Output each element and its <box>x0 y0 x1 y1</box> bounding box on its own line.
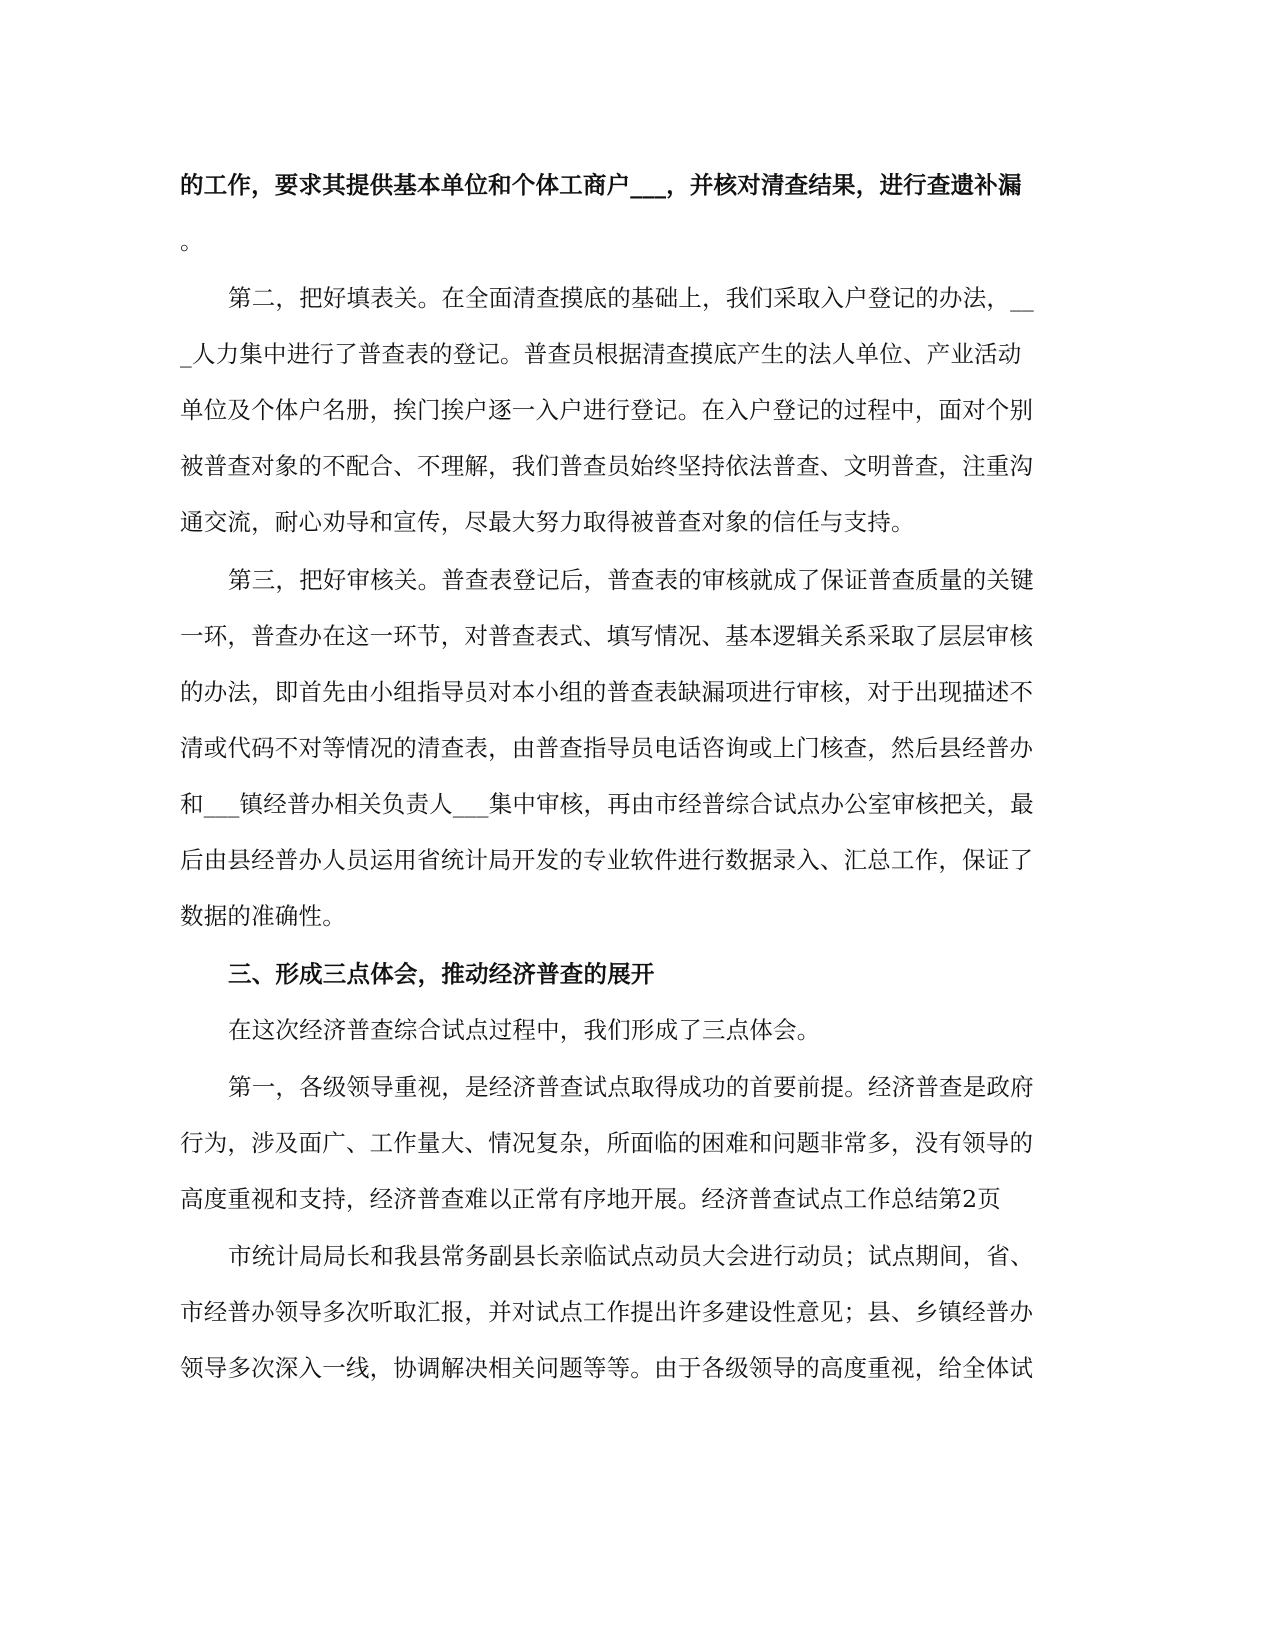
paragraph-line: 第三，把好审核关。普查表登记后，普查表的审核就成了保证普查质量的关键 <box>228 566 1034 594</box>
paragraph-line: 和___镇经普办相关负责人___集中审核，再由市经普综合试点办公室审核把关，最 <box>180 790 1034 818</box>
paragraph-line: 数据的准确性。 <box>180 902 346 930</box>
paragraph-line: 一环，普查办在这一环节，对普查表式、填写情况、基本逻辑关系采取了层层审核 <box>180 622 1034 650</box>
paragraph-line: 在这次经济普查综合试点过程中，我们形成了三点体会。 <box>228 1016 821 1044</box>
paragraph-line: 通交流，耐心劝导和宣传，尽最大努力取得被普查对象的信任与支持。 <box>180 508 915 536</box>
paragraph-line: 单位及个体户名册，挨门挨户逐一入户进行登记。在入户登记的过程中，面对个别 <box>180 396 1034 424</box>
paragraph-line: 第二，把好填表关。在全面清查摸底的基础上，我们采取入户登记的办法，__ <box>228 284 1034 312</box>
paragraph-line: 的办法，即首先由小组指导员对本小组的普查表缺漏项进行审核，对于出现描述不 <box>180 678 1034 706</box>
paragraph-line: 领导多次深入一线，协调解决相关问题等等。由于各级领导的高度重视，给全体试 <box>180 1354 1034 1382</box>
paragraph-line: 。 <box>180 227 204 255</box>
section-heading: 三、形成三点体会，推动经济普查的展开 <box>228 960 655 988</box>
paragraph-line: 后由县经普办人员运用省统计局开发的专业软件进行数据录入、汇总工作，保证了 <box>180 846 1034 874</box>
paragraph-line: 的工作，要求其提供基本单位和个体工商户___，并核对清查结果，进行查遗补漏 <box>180 171 1022 199</box>
paragraph-line: 行为，涉及面广、工作量大、情况复杂，所面临的困难和问题非常多，没有领导的 <box>180 1129 1034 1157</box>
paragraph-line: 清或代码不对等情况的清查表，由普查指导员电话咨询或上门核查，然后县经普办 <box>180 734 1034 762</box>
paragraph-line: 市经普办领导多次听取汇报，并对试点工作提出许多建设性意见；县、乡镇经普办 <box>180 1298 1034 1326</box>
paragraph-line: 市统计局局长和我县常务副县长亲临试点动员大会进行动员；试点期间，省、 <box>228 1242 1034 1270</box>
paragraph-line: _人力集中进行了普查表的登记。普查员根据清查摸底产生的法人单位、产业活动 <box>180 340 1022 368</box>
paragraph-line: 第一，各级领导重视，是经济普查试点取得成功的首要前提。经济普查是政府 <box>228 1073 1034 1101</box>
paragraph-line: 高度重视和支持，经济普查难以正常有序地开展。经济普查试点工作总结第2页 <box>180 1185 1001 1213</box>
paragraph-line: 被普查对象的不配合、不理解，我们普查员始终坚持依法普查、文明普查，注重沟 <box>180 452 1034 480</box>
